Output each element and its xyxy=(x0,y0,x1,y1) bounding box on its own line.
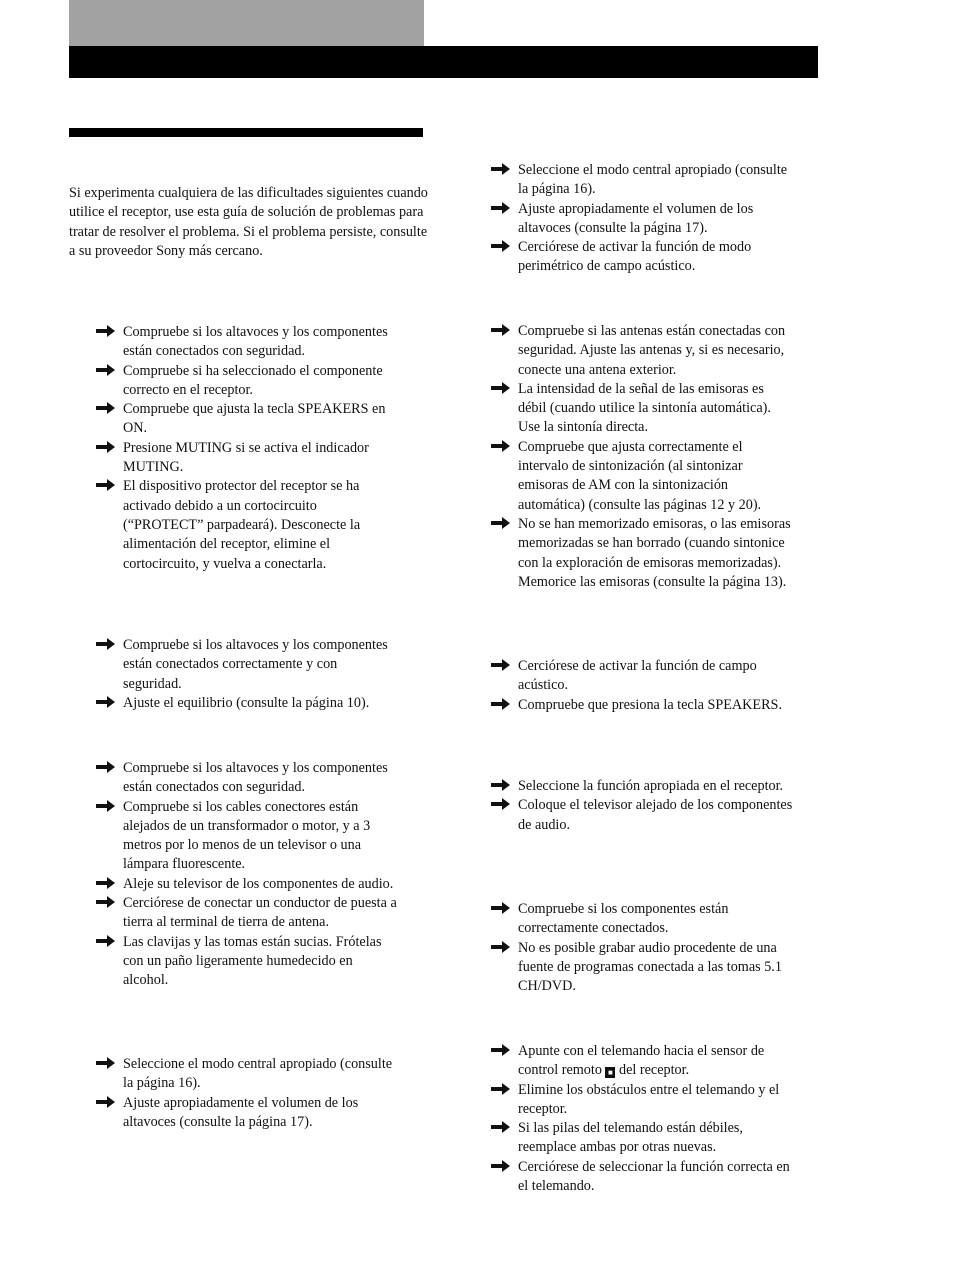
list-item xyxy=(464,1158,794,1197)
right-arrow-icon xyxy=(96,478,116,492)
item-text: Seleccione la función apropiada en el receptor. xyxy=(518,778,784,794)
list-item xyxy=(69,1055,399,1094)
list-item xyxy=(69,439,399,478)
item-text: Cerciórese de activar la función de modo perimétrico de campo acústico. xyxy=(518,239,752,275)
list-item xyxy=(464,1119,794,1158)
right-arrow-icon xyxy=(96,440,116,454)
right-arrow-icon xyxy=(491,778,511,792)
header-gray-tab xyxy=(69,0,424,46)
right-arrow-icon xyxy=(491,162,511,176)
item-text: Compruebe si los altavoces y los componentes están conectados con seguridad. xyxy=(123,324,388,360)
right-arrow-icon xyxy=(491,439,511,453)
left-group-3 xyxy=(69,759,399,991)
list-item xyxy=(69,400,399,439)
right-arrow-icon xyxy=(491,1082,511,1096)
list-item xyxy=(464,161,794,200)
item-text: Cerciórese de seleccionar la función correcta en el telemando. xyxy=(518,1158,790,1195)
right-arrow-icon xyxy=(96,799,116,813)
right-group-3 xyxy=(464,657,794,715)
item-text: Ajuste apropiadamente el volumen de los altavoces (consulte la página 17). xyxy=(518,200,754,236)
item-text-before-icon: Apunte con el telemando hacia el sensor de control remoto xyxy=(518,1043,765,1079)
left-group-4 xyxy=(69,1055,399,1132)
right-group-1 xyxy=(464,161,794,277)
left-group-1 xyxy=(69,323,399,574)
list-item xyxy=(464,696,794,715)
list-item xyxy=(464,939,794,997)
list-item xyxy=(69,694,399,713)
item-text: Compruebe si ha seleccionado el componente correcto en el receptor. xyxy=(123,362,383,398)
item-text: Compruebe que presiona la tecla SPEAKERS. xyxy=(518,696,782,713)
right-arrow-icon xyxy=(96,324,116,338)
item-text: Compruebe si los altavoces y los componentes están conectados con seguridad. xyxy=(123,760,388,796)
right-arrow-icon xyxy=(96,876,116,890)
right-arrow-icon xyxy=(491,901,511,915)
right-arrow-icon xyxy=(491,381,511,395)
item-text: Compruebe que ajusta correctamente el intervalo de sintonización (al sintonizar emisoras de AM con la sintonización automática) (consulte las páginas 12 y 20). xyxy=(518,438,762,513)
right-group-6 xyxy=(464,1042,794,1196)
list-item xyxy=(69,323,399,362)
item-text: Seleccione el modo central apropiado (consulte la página 16). xyxy=(123,1056,393,1092)
item-text: Si las pilas del telemando están débiles, reemplace ambas por otras nuevas. xyxy=(518,1120,743,1156)
right-arrow-icon xyxy=(491,1043,511,1057)
list-item xyxy=(464,200,794,239)
item-text: Cerciórese de conectar un conductor de puesta a tierra al terminal de tierra de antena. xyxy=(123,895,397,931)
list-item xyxy=(464,238,794,277)
section-rule xyxy=(69,128,423,137)
right-arrow-icon xyxy=(96,1056,116,1070)
remote-sensor-icon: ■ xyxy=(605,1067,615,1078)
left-group-2 xyxy=(69,636,399,713)
intro-paragraph: Si experimenta cualquiera de las dificultades siguientes cuando utilice el receptor, use esta guía de solución de problemas para tratar de resolver el problema. Si el problema persiste, consulte a su proveedor Sony más cercano. xyxy=(69,185,428,259)
list-item xyxy=(69,477,399,573)
list-item xyxy=(464,657,794,696)
item-text: Seleccione el modo central apropiado (consulte la página 16). xyxy=(518,162,788,198)
right-arrow-icon xyxy=(491,797,511,811)
list-item xyxy=(464,1081,794,1120)
item-text: Compruebe si los cables conectores están alejados de un transformador o motor, y a 3 metros por lo menos de un televisor o una lámpara fluorescente. xyxy=(123,798,371,873)
list-item xyxy=(69,1094,399,1133)
item-text: Aleje su televisor de los componentes de audio. xyxy=(123,875,394,892)
item-text: Elimine los obstáculos entre el telemando y el receptor. xyxy=(518,1081,780,1117)
list-item xyxy=(464,900,794,939)
list-item xyxy=(464,1042,794,1081)
list-item xyxy=(464,380,794,438)
list-item xyxy=(69,894,399,933)
item-text: Las clavijas y las tomas están sucias. Frótelas con un paño ligeramente humedecido en alcohol. xyxy=(123,933,382,989)
list-item xyxy=(69,362,399,401)
list-item xyxy=(464,515,794,592)
list-item xyxy=(464,796,794,835)
list-item xyxy=(69,798,399,875)
right-group-2 xyxy=(464,322,794,592)
item-text: El dispositivo protector del receptor se ha activado debido a un cortocircuito (“PROTECT” parpadeará). Desconecte la alimentación del receptor, elimine el cortocircuito, y vuelva a conectarla. xyxy=(123,478,361,572)
item-text: No se han memorizado emisoras, o las emisoras memorizadas se han borrado (cuando sintonice con la exploración de emisoras memorizadas). Memorice las emisoras (consulte la página 13). xyxy=(518,515,791,590)
item-text: Compruebe si las antenas están conectadas con seguridad. Ajuste las antenas y, si es necesario, conecte una antena exterior. xyxy=(518,323,786,378)
list-item xyxy=(69,875,399,894)
right-arrow-icon xyxy=(96,637,116,651)
right-arrow-icon xyxy=(96,895,116,909)
right-arrow-icon xyxy=(491,1120,511,1134)
right-arrow-icon xyxy=(96,695,116,709)
list-item xyxy=(69,636,399,694)
list-item xyxy=(464,322,794,380)
right-arrow-icon xyxy=(491,1159,511,1173)
item-text: Ajuste apropiadamente el volumen de los altavoces (consulte la página 17). xyxy=(123,1094,359,1130)
item-text: Cerciórese de activar la función de campo acústico. xyxy=(518,658,757,694)
item-text: No es posible grabar audio procedente de una fuente de programas conectada a las tomas 5.1 CH/DVD. xyxy=(518,939,782,995)
right-arrow-icon xyxy=(96,401,116,415)
right-arrow-icon xyxy=(96,934,116,948)
right-group-4 xyxy=(464,777,794,835)
item-text: Presione MUTING si se activa el indicador MUTING. xyxy=(123,439,369,476)
item-text-after-icon: del receptor. xyxy=(619,1062,690,1079)
list-item xyxy=(464,777,794,796)
right-arrow-icon xyxy=(491,201,511,215)
right-arrow-icon xyxy=(491,323,511,337)
right-arrow-icon xyxy=(96,760,116,774)
item-text: Compruebe si los componentes están correctamente conectados. xyxy=(518,901,729,937)
right-arrow-icon xyxy=(491,239,511,253)
item-text: Ajuste el equilibrio (consulte la página 10). xyxy=(123,694,370,711)
list-item xyxy=(464,438,794,515)
right-arrow-icon xyxy=(96,363,116,377)
right-arrow-icon xyxy=(491,940,511,954)
right-arrow-icon xyxy=(96,1095,116,1109)
right-arrow-icon xyxy=(491,516,511,530)
item-text: Compruebe que ajusta la tecla SPEAKERS en ON. xyxy=(123,401,386,437)
list-item xyxy=(69,933,399,991)
header-black-band xyxy=(69,46,818,78)
item-text: Coloque el televisor alejado de los componentes de audio. xyxy=(518,797,793,833)
right-arrow-icon xyxy=(491,658,511,672)
item-text: Compruebe si los altavoces y los componentes están conectados correctamente y con seguridad. xyxy=(123,637,388,692)
item-text: La intensidad de la señal de las emisoras es débil (cuando utilice la sintonía automática). Use la sintonía directa. xyxy=(518,380,771,436)
right-group-5 xyxy=(464,900,794,996)
right-arrow-icon xyxy=(491,697,511,711)
list-item xyxy=(69,759,399,798)
